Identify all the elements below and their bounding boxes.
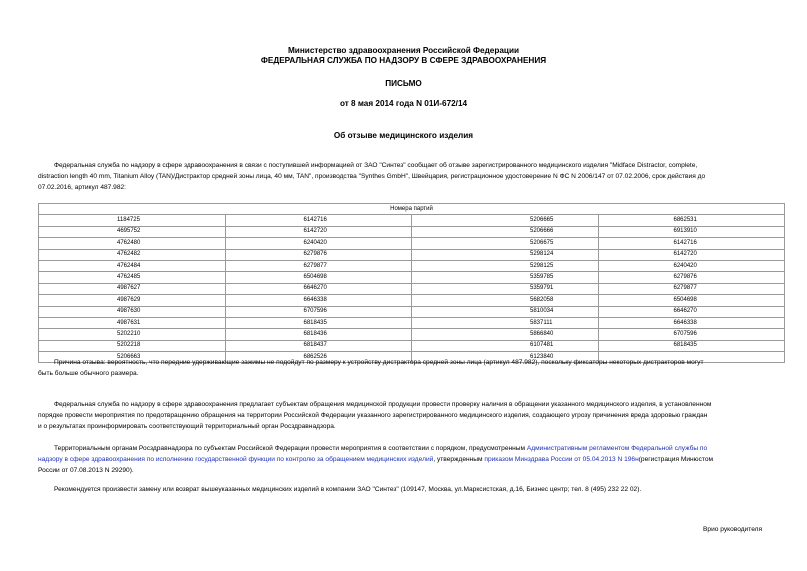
intro-line-2: distraction length 40 mm, Titanium Alloy (TAN)/Дистрактор средней зоны лица, 40 мм, TAN", производства "Synthes GmbH", Швейцария, регистрационное удостоверение N ФС N 2006/147 от 07.02.2006, срок действия до xyxy=(38,173,706,180)
table-row xyxy=(39,283,785,294)
batch-cell: 5298124 xyxy=(412,249,599,260)
batch-cell: 5206675 xyxy=(412,238,599,249)
recommendation-paragraph xyxy=(38,484,804,495)
intro-line-3: 07.02.2016, артикул 487.982: xyxy=(38,184,127,191)
batch-cell: 6818435 xyxy=(225,317,412,328)
document-date-number: от 8 мая 2014 года N 01И-672/14 xyxy=(339,99,468,108)
batch-cell: 6707596 xyxy=(598,329,785,340)
table-header: Номера партий xyxy=(39,204,785,215)
batch-cell: 5682058 xyxy=(412,295,599,306)
table-row xyxy=(39,249,785,260)
batch-cell: 5206666 xyxy=(412,226,599,237)
territorial-line-3: России от 07.08.2013 N 29290). xyxy=(38,467,134,474)
intro-line-1: Федеральная служба по надзору в сфере здравоохранения в связи с поступившей информацией от ЗАО "Синтез" сообщает об отзыве зарегистрированного медицинского изделия "Midface Distractor, complete, xyxy=(54,162,698,169)
batch-cell: 6279876 xyxy=(225,249,412,260)
signature: Врио руководителя xyxy=(703,526,763,533)
table-row xyxy=(39,340,785,351)
ministry-name: Министерство здравоохранения Российской Федерации xyxy=(287,46,520,55)
territorial-text-2: , утвержденным xyxy=(433,456,485,463)
table-row xyxy=(39,226,785,237)
batch-cell: 6142716 xyxy=(225,215,412,226)
batch-cell: 4762484 xyxy=(39,260,226,271)
territorial-text-1: Территориальным органам Росздравнадзора по субъектам Российской Федерации провести мероприятия в соответствии с порядком, предусмотренным xyxy=(54,445,527,452)
batch-cell: 6646338 xyxy=(225,295,412,306)
batch-cell: 5359791 xyxy=(412,283,599,294)
table-row xyxy=(39,295,785,306)
table-row xyxy=(39,306,785,317)
batch-cell: 5206665 xyxy=(412,215,599,226)
batch-cell: 4987627 xyxy=(39,283,226,294)
batch-cell: 6646270 xyxy=(225,283,412,294)
batch-cell: 5298125 xyxy=(412,260,599,271)
reason-line-1: Причина отзыва: вероятность, что передние удерживающие зажимы не подойдут по размеру к устройству дистрактора средней зоны лица (артикул 487.982), поскольку фиксаторы некоторых дистракторов могут xyxy=(54,359,704,366)
batch-cell: 6240420 xyxy=(225,238,412,249)
batch-cell: 6504698 xyxy=(598,295,785,306)
table-row xyxy=(39,317,785,328)
batch-cell: 6818437 xyxy=(225,340,412,351)
table-row xyxy=(39,238,785,249)
regulation-link-cont[interactable]: надзору в сфере здравоохранения по исполнению государственной функции по контролю за обращением медицинских изделий xyxy=(38,456,434,463)
batch-cell: 6142720 xyxy=(598,249,785,260)
proposal-line-1: Федеральная служба по надзору в сфере здравоохранения предлагает субъектам обращения медицинской продукции провести проверку наличия в обращении указанного медицинского изделия, в установленном xyxy=(54,401,712,408)
batch-cell: 4762485 xyxy=(39,272,226,283)
territorial-text-3: (регистрация Минюстом xyxy=(638,456,714,463)
batch-cell: 6862531 xyxy=(598,215,785,226)
proposal-line-2: порядке провести мероприятия по предотвращению обращения на территории Российской Федерации указанного зарегистрированного медицинского изделия, создающего угрозу причинения вреда здоровью граждан xyxy=(38,412,708,419)
batch-cell: 6913910 xyxy=(598,226,785,237)
batch-cell: 5206663 xyxy=(39,352,226,363)
batch-cell: 4987631 xyxy=(39,317,226,328)
batch-cell: 6646338 xyxy=(598,317,785,328)
batch-cell: 5810034 xyxy=(412,306,599,317)
batch-cell: 4987630 xyxy=(39,306,226,317)
batch-cell: 6279877 xyxy=(598,283,785,294)
batch-cell: 6123840 xyxy=(412,352,599,363)
batch-numbers-table xyxy=(38,203,785,363)
batch-cell: 6707596 xyxy=(225,306,412,317)
batch-cell: 5202210 xyxy=(39,329,226,340)
document-subject: Об отзыве медицинского изделия xyxy=(333,131,474,140)
batch-cell: 6240420 xyxy=(598,260,785,271)
batch-cell: 6142716 xyxy=(598,238,785,249)
territorial-paragraph xyxy=(38,443,804,476)
batch-cell: 6862526 xyxy=(225,352,412,363)
batch-cell: 6107481 xyxy=(412,340,599,351)
batch-cell: 6818436 xyxy=(225,329,412,340)
batch-cell: 4695752 xyxy=(39,226,226,237)
order-link[interactable]: приказом Минздрава России от 05.04.2013 N 196н xyxy=(484,456,639,463)
batch-cell: 6279876 xyxy=(598,272,785,283)
document-type: ПИСЬМО xyxy=(385,79,422,88)
batch-cell: 6504698 xyxy=(225,272,412,283)
batch-cell: 6646270 xyxy=(598,306,785,317)
regulation-link[interactable]: Административным регламентом Федеральной службы по xyxy=(526,445,708,452)
batch-cell: 4762482 xyxy=(39,249,226,260)
proposal-line-3: и о результатах проинформировать соответствующий территориальный орган Росздравнадзора. xyxy=(38,423,336,430)
proposal-paragraph xyxy=(38,399,804,432)
batch-cell: 6142720 xyxy=(225,226,412,237)
reason-line-2: быть больше обычного размера. xyxy=(38,370,139,377)
batch-cell: 1184725 xyxy=(39,215,226,226)
recommendation-text: Рекомендуется произвести замену или возврат вышеуказанных медицинских изделий в компании ЗАО "Синтез" (109147, Москва, ул.Марксистская, д.16, Бизнес центр; тел. 8 (495) 232 22 02). xyxy=(54,486,642,493)
reason-paragraph xyxy=(38,357,804,379)
batch-cell: 5866840 xyxy=(412,329,599,340)
batch-cell: 5359785 xyxy=(412,272,599,283)
table-row xyxy=(39,215,785,226)
service-name: ФЕДЕРАЛЬНАЯ СЛУЖБА ПО НАДЗОРУ В СФЕРЕ ЗДРАВООХРАНЕНИЯ xyxy=(260,56,547,65)
batch-cell: 4987629 xyxy=(39,295,226,306)
batch-cell: 6818435 xyxy=(598,340,785,351)
batch-cell: 6279877 xyxy=(225,260,412,271)
batch-cell: 5202218 xyxy=(39,340,226,351)
batch-cell: 4762480 xyxy=(39,238,226,249)
table-row xyxy=(39,260,785,271)
batch-cell: 5837111 xyxy=(412,317,599,328)
table-row xyxy=(39,329,785,340)
intro-paragraph xyxy=(38,160,804,193)
table-row xyxy=(39,272,785,283)
